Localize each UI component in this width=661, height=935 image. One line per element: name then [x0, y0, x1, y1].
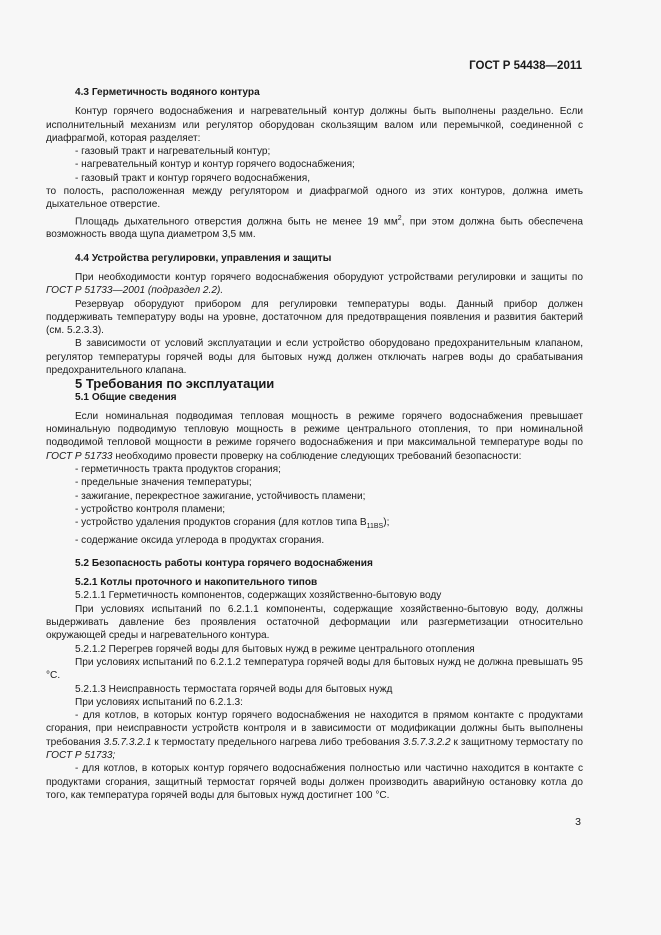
page-number: 3	[575, 816, 581, 828]
section-5-1-title: 5.1 Общие сведения	[75, 391, 177, 403]
document-id: ГОСТ Р 54438—2011	[469, 60, 582, 72]
list-item: - газовый тракт и нагревательный контур;	[75, 146, 271, 158]
section-5-title: 5 Требования по эксплуатации	[75, 376, 275, 392]
list-item: - устройство удаления продуктов сгорания (для котлов типа $B_{11BS}$);	[75, 517, 390, 531]
section-5-2-1-title: 5.2.1 Котлы проточного и накопительного типов	[75, 577, 318, 589]
section-5-2-title: 5.2 Безопасность работы контура горячего водоснабжения	[75, 557, 373, 569]
list-item: - содержание оксида углерода в продуктах сгорания.	[75, 534, 325, 546]
list-item: - для котлов, в которых контур горячего водоснабжения не находится в прямом контакте с продуктами сгорания, при неисправности устройств контроля и в зависимости от модификации должны быть выполнены требования 3.5.7.3.2.1 к термостату предельного нагрева либо требования 3.5.7.3.2.2 к защитному термостату по ГОСТ Р 51733;	[46, 710, 583, 762]
subsection-heading: 5.2.1.3 Неисправность термостата горячей воды для бытовых нужд	[75, 683, 393, 695]
list-item: - зажигание, перекрестное зажигание, устойчивость пламени;	[75, 490, 366, 502]
paragraph: то полость, расположенная между регулятором и диафрагмой одного из этих контуров, должна иметь дыхательное отверстие.	[46, 186, 583, 211]
list-item: - нагревательный контур и контур горячего водоснабжения;	[75, 159, 355, 171]
paragraph: В зависимости от условий эксплуатации и если устройство оборудовано предохранительным клапаном, регулятор температуры горячей воды для бытовых нужд должен отключать нагрев воды до срабатывания предохранительного клапана.	[46, 338, 583, 376]
section-4-4-title: 4.4 Устройства регулировки, управления и защиты	[75, 252, 332, 264]
paragraph: При условиях испытаний по 6.2.1.1 компоненты, содержащие хозяйственно-бытовую воду, должны выдерживать давление без проявления остаточной деформации или разгерметизации относительно окружающей среды и нагревательного контура.	[46, 603, 583, 642]
document-body	[46, 86, 583, 802]
list-item: - газовый тракт и контур горячего водоснабжения,	[75, 172, 311, 184]
list-item: - предельные значения температуры;	[75, 477, 252, 489]
list-item: - для котлов, в которых контур горячего водоснабжения полностью или частично находится в контакте с продуктами сгорания, защитный термостат горячей воды должен производить аварийную остановку котла до того, как температура горячей воды для бытовых нужд достигнет 100 °С.	[46, 763, 583, 801]
paragraph: Контур горячего водоснабжения и нагревательный контур должны быть выполнены раздельно. Если исполнительный механизм или регулятор оборудован скользящим валом или перемычкой, соединенной с диафрагмой, которая разделяет:	[46, 106, 583, 144]
list-item: - устройство контроля пламени;	[75, 503, 226, 515]
paragraph: При условиях испытаний по 6.2.1.3:	[75, 696, 243, 708]
paragraph: При условиях испытаний по 6.2.1.2 температура горячей воды для бытовых нужд не должна превышать 95 °С.	[46, 656, 583, 682]
section-4-3-title: 4.3 Герметичность водяного контура	[75, 87, 260, 98]
list-item: - герметичность тракта продуктов сгорания;	[75, 464, 281, 476]
paragraph: Резервуар оборудуют прибором для регулировки температуры воды. Данный прибор должен поддерживать температуру воды на уровне, достаточном для предотвращения появления и развития бактерий (см. 5.2.3.3).	[46, 298, 583, 337]
paragraph: Площадь дыхательного отверстия должна быть не менее 19 $мм^2$, при этом должна быть обеспечена возможность ввода щупа диаметром 3,5 мм.	[46, 214, 584, 241]
subsection-heading: 5.2.1.2 Перегрев горячей воды для бытовых нужд в режиме центрального отопления	[75, 643, 475, 655]
paragraph: При необходимости контур горячего водоснабжения оборудуют устройствами регулировки и защиты по ГОСТ Р 51733—2001 (подраздел 2.2).	[46, 271, 583, 297]
subsection-heading: 5.2.1.1 Герметичность компонентов, содержащих хозяйственно-бытовую воду	[75, 590, 442, 602]
paragraph: Если номинальная подводимая тепловая мощность в режиме горячего водоснабжения превышает номинальную подводимую тепловую мощность в режиме центрального отопления, то при номинальной подводимой тепловой мощности в режиме горячего водоснабжения и при максимальной температуре воды по ГОСТ Р 51733 необходимо провести проверку на соблюдение следующих требований безопасности:	[46, 410, 583, 462]
reference: ГОСТ Р 51733—2001 (подраздел 2.2).	[46, 285, 224, 297]
reference: ГОСТ Р 51733	[46, 450, 113, 462]
